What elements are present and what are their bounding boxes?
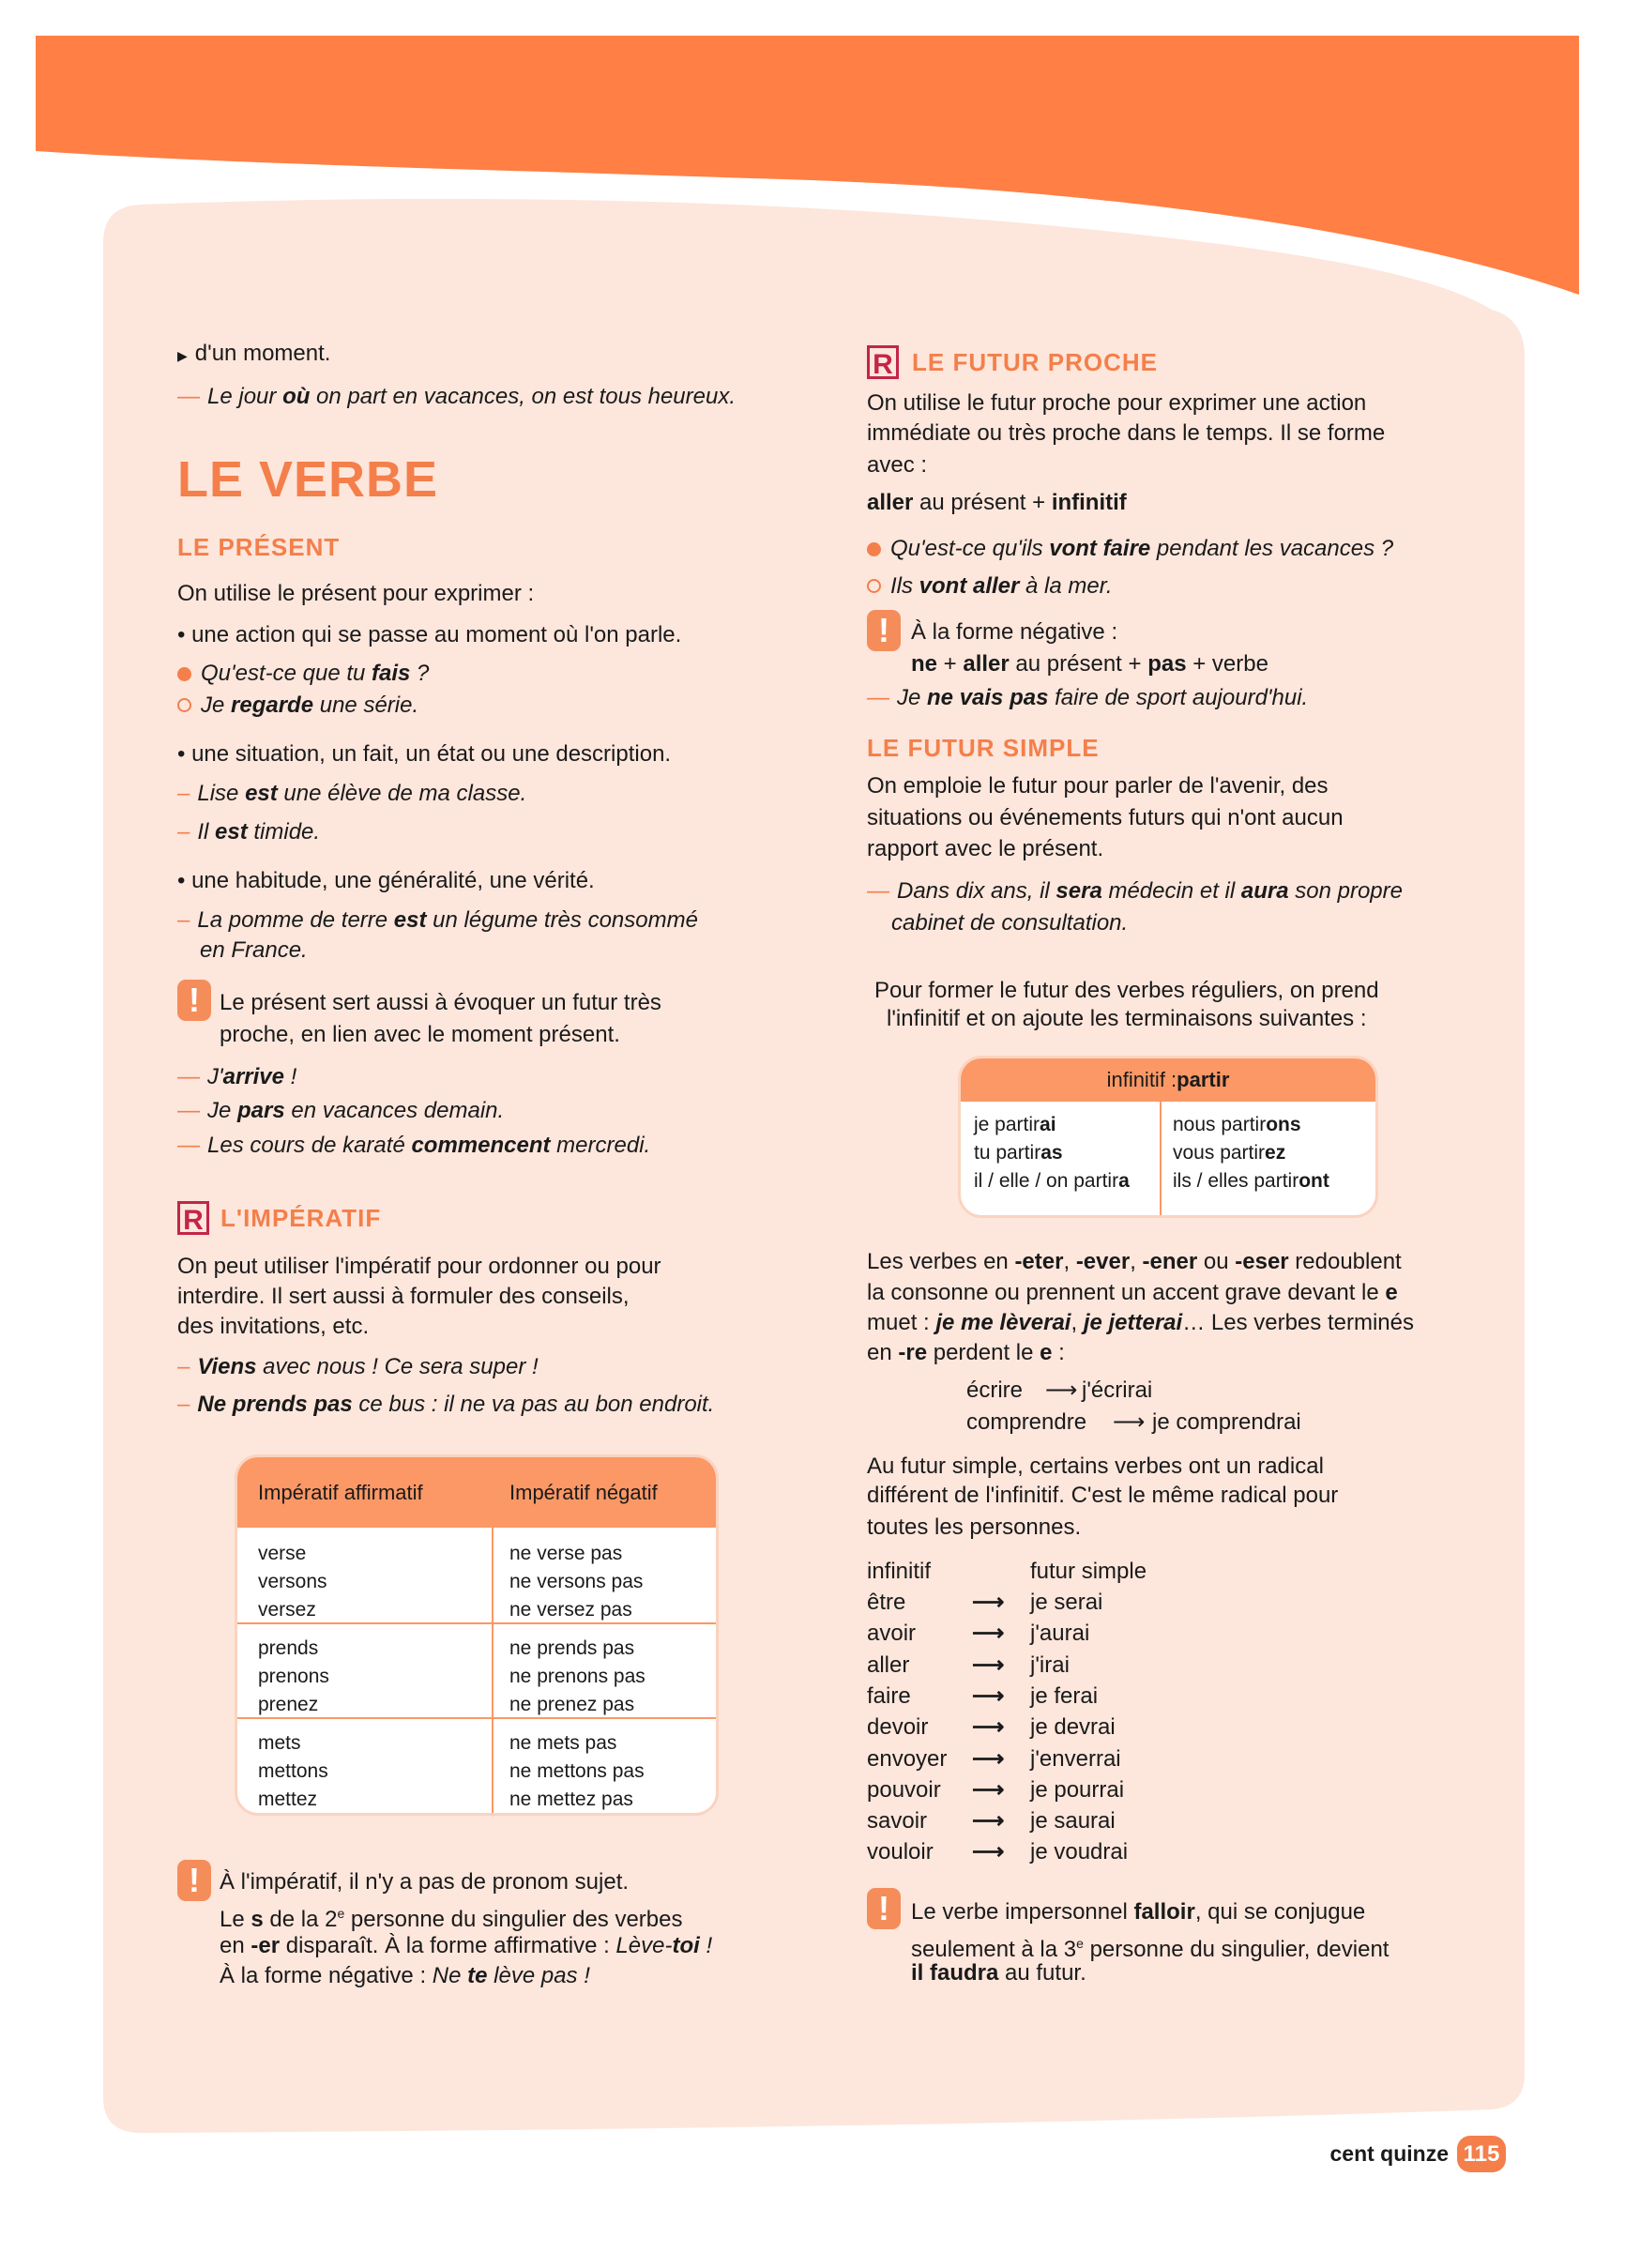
note-text — [220, 1960, 590, 1991]
text-segment: je partir — [974, 1114, 1040, 1135]
emphasis: partir — [1177, 1068, 1230, 1091]
table-cell: prenons — [258, 1666, 329, 1687]
note-text — [911, 1896, 1365, 1927]
arrow-icon: ⟶ — [972, 1776, 1005, 1803]
example-line — [177, 381, 736, 412]
bullet-item — [177, 738, 671, 769]
emphasis: pars — [237, 1098, 285, 1123]
r-reference-icon: R — [177, 1201, 209, 1235]
column-divider — [492, 1457, 494, 1813]
emphasis: Lève- — [615, 1933, 673, 1958]
subsection-heading-futur-simple: LE FUTUR SIMPLE — [867, 734, 1100, 762]
example-line — [177, 1061, 296, 1092]
table-header — [237, 1457, 716, 1528]
text-segment: Les verbes en — [867, 1249, 1015, 1274]
text-segment: muet : — [867, 1310, 936, 1335]
text-segment: • une action qui se passe au moment où l'on parle. — [177, 622, 682, 647]
text-segment: Le verbe impersonnel — [911, 1899, 1134, 1925]
dash-icon: – — [177, 907, 190, 933]
irregular-infinitive: faire — [867, 1682, 911, 1709]
filled-circle-icon — [867, 542, 881, 556]
text-segment: timide. — [247, 819, 321, 845]
conjugation-form — [974, 1139, 1130, 1167]
emphasis: -re — [898, 1340, 928, 1365]
text-segment: en vacances demain. — [284, 1098, 505, 1123]
answer-example — [867, 571, 1113, 601]
text-segment: des invitations, etc. — [177, 1314, 370, 1339]
subsection-heading-futur-proche: LE FUTUR PROCHE — [912, 348, 1158, 376]
conjugation-form — [1173, 1111, 1329, 1139]
text-segment: interdire. Il sert aussi à formuler des conseils, — [177, 1284, 630, 1309]
text-segment: d'un moment. — [194, 341, 331, 366]
text-segment: redoublent — [1288, 1249, 1402, 1274]
text-segment: ou — [1197, 1249, 1236, 1274]
paragraph — [867, 1480, 1338, 1511]
emphasis: regarde — [231, 693, 314, 718]
text-segment: l'infinitif et on ajoute les terminaisons suivantes : — [887, 1006, 1367, 1031]
text-segment: ce bus : il ne va pas au bon endroit. — [352, 1392, 715, 1417]
singular-forms — [974, 1111, 1130, 1195]
text-segment: situations ou événements futurs qui n'ont aucun — [867, 805, 1344, 830]
example-line — [177, 778, 526, 809]
irregular-infinitive: aller — [867, 1652, 910, 1678]
dash-icon: – — [177, 1392, 190, 1417]
irregular-future: je saurai — [1030, 1808, 1116, 1834]
question-example — [867, 533, 1393, 564]
emphasis: ez — [1265, 1142, 1286, 1164]
irregular-future: j'irai — [1030, 1652, 1070, 1678]
table-cell: ne mettez pas — [509, 1789, 633, 1810]
subsection-heading-present: LE PRÉSENT — [177, 533, 341, 561]
example-line — [177, 905, 698, 936]
emphasis: e — [1040, 1340, 1053, 1365]
conjugation-form — [974, 1167, 1130, 1195]
paragraph — [177, 1251, 661, 1282]
arrow-icon: ⟶ — [1045, 1378, 1078, 1403]
conjugation-form — [974, 1111, 1130, 1139]
text-segment: Les cours de karaté — [207, 1133, 412, 1158]
text-segment: une série. — [313, 693, 419, 718]
text-segment: Lise — [197, 781, 246, 806]
emphasis: ne — [911, 651, 938, 677]
text-segment: au présent + — [1009, 651, 1148, 677]
dash-icon: – — [177, 781, 190, 806]
emphasis: Ne — [432, 1963, 468, 1988]
note-text — [220, 1866, 629, 1897]
irregular-infinitive: envoyer — [867, 1745, 948, 1772]
text-segment: rapport avec le présent. — [867, 836, 1104, 861]
page-number-words: cent quinze — [1329, 2141, 1449, 2166]
text-segment: à la mer. — [1019, 573, 1113, 599]
hollow-circle-icon — [867, 579, 881, 593]
irregular-future: je voudrai — [1030, 1839, 1129, 1865]
dash-icon: — — [867, 685, 889, 710]
text-segment: + — [937, 651, 964, 677]
table-cell: prenez — [258, 1694, 319, 1715]
example-future: je comprendrai — [1152, 1409, 1301, 1435]
text-segment: différent de l'infinitif. C'est le même radical pour — [867, 1483, 1339, 1508]
emphasis: Viens — [197, 1354, 257, 1379]
arrow-icon: ⟶ — [972, 1714, 1005, 1741]
paragraph — [867, 1337, 1065, 1368]
emphasis: est — [245, 781, 278, 806]
text-segment: cabinet de consultation. — [891, 910, 1129, 936]
irregular-future: j'enverrai — [1030, 1745, 1121, 1772]
exclamation-icon: ! — [867, 610, 901, 651]
text-segment: ! — [283, 1064, 297, 1089]
continuation-line — [177, 338, 330, 372]
emphasis: s — [251, 1907, 264, 1932]
irregular-infinitive: être — [867, 1590, 906, 1615]
text-segment: • une situation, un fait, un état ou une description. — [177, 741, 672, 767]
column-divider — [1160, 1102, 1162, 1215]
arrow-icon: ⟶ — [1113, 1409, 1146, 1435]
emphasis: -eser — [1235, 1249, 1289, 1274]
text-segment: seulement à la 3 — [911, 1937, 1077, 1962]
answer-example — [177, 690, 418, 721]
dash-icon: — — [177, 1064, 200, 1089]
table-cell: ne mets pas — [509, 1732, 617, 1754]
table-cell: versez — [258, 1599, 316, 1621]
text-segment: au futur. — [998, 1960, 1086, 1986]
paragraph — [867, 449, 927, 480]
hollow-circle-icon — [177, 698, 191, 712]
text-segment: une élève de ma classe. — [277, 781, 527, 806]
text-segment: pendant les vacances ? — [1150, 536, 1394, 561]
example-line — [177, 816, 320, 847]
conjugation-form — [1173, 1167, 1329, 1195]
note-text — [911, 648, 1268, 679]
text-segment: nous partir — [1173, 1114, 1267, 1135]
irregular-future: je ferai — [1030, 1682, 1099, 1709]
text-segment: en — [220, 1933, 251, 1958]
text-segment: infinitif : — [1106, 1068, 1177, 1091]
example-line — [177, 1095, 504, 1126]
text-segment: La pomme de terre — [197, 907, 394, 933]
text-segment: , qui se conjugue — [1194, 1899, 1366, 1925]
example-infinitive: écrire — [966, 1378, 1024, 1403]
example-line — [177, 1351, 539, 1382]
emphasis: arrive — [222, 1064, 284, 1089]
emphasis: as — [1040, 1142, 1063, 1164]
emphasis: vont aller — [919, 573, 1020, 599]
text-segment: personne du singulier des verbes — [344, 1907, 683, 1932]
dash-icon: — — [177, 384, 200, 409]
superscript: e — [337, 1906, 345, 1921]
emphasis: lève pas ! — [487, 1963, 590, 1988]
example-line — [867, 682, 1308, 713]
emphasis: vont faire — [1049, 536, 1151, 561]
text-segment: Il — [197, 819, 216, 845]
text-segment: personne du singulier, devient — [1083, 1937, 1390, 1962]
dash-icon: — — [177, 1133, 200, 1158]
arrow-icon: ⟶ — [972, 1590, 1005, 1615]
exclamation-icon: ! — [177, 1860, 211, 1901]
note-text — [220, 1019, 620, 1050]
dash-icon: — — [177, 1098, 200, 1123]
paragraph — [867, 418, 1385, 449]
text-segment: Le — [220, 1907, 251, 1932]
text-segment: : — [1052, 1340, 1065, 1365]
text-segment: en France. — [200, 937, 308, 963]
text-segment: • une habitude, une généralité, une vérité. — [177, 868, 595, 893]
text-segment: avec nous ! Ce sera super ! — [256, 1354, 539, 1379]
text-segment: + verbe — [1186, 651, 1268, 677]
list-header: futur simple — [1030, 1559, 1147, 1584]
emphasis: je me lèverai — [935, 1310, 1071, 1335]
irregular-infinitive: pouvoir — [867, 1776, 941, 1803]
arrow-icon: ⟶ — [972, 1808, 1005, 1834]
table-cell: ne versez pas — [509, 1599, 632, 1621]
irregular-infinitive: savoir — [867, 1808, 928, 1834]
exclamation-icon: ! — [177, 980, 211, 1021]
emphasis: aller — [963, 651, 1010, 677]
emphasis: où — [282, 384, 311, 409]
text-segment: de la 2 — [263, 1907, 338, 1932]
text-segment: un légume très consommé — [426, 907, 698, 933]
emphasis: -ener — [1142, 1249, 1198, 1274]
table-cell: mettez — [258, 1789, 318, 1810]
table-cell: prends — [258, 1637, 319, 1659]
text-segment: … Les verbes terminés — [1182, 1310, 1414, 1335]
text-segment: il / elle / on partir — [974, 1170, 1119, 1192]
irregular-future: je devrai — [1030, 1714, 1116, 1741]
text-segment: Qu'est-ce qu'ils — [890, 536, 1050, 561]
exclamation-icon: ! — [867, 1888, 901, 1929]
superscript: e — [1076, 1936, 1084, 1951]
text-segment: À l'impératif, il n'y a pas de pronom sujet. — [220, 1869, 630, 1895]
bullet-item — [177, 619, 681, 650]
text-segment: J' — [207, 1064, 223, 1089]
column-header: Impératif négatif — [509, 1480, 658, 1504]
table-cell: mettons — [258, 1760, 328, 1782]
text-segment: Pour former le futur des verbes réguliers, on prend — [874, 978, 1379, 1003]
dash-icon: – — [177, 819, 190, 845]
example-future: j'écrirai — [1082, 1378, 1153, 1403]
text-segment: mercredi. — [550, 1133, 651, 1158]
table-cell: ne prends pas — [509, 1637, 635, 1659]
emphasis: aura — [1240, 878, 1289, 904]
text-segment: ils / elles partir — [1173, 1170, 1299, 1192]
list-header: infinitif — [867, 1559, 932, 1584]
table-cell: ne prenons pas — [509, 1666, 645, 1687]
paragraph — [867, 802, 1344, 833]
emphasis: est — [215, 819, 248, 845]
emphasis: toi — [672, 1933, 700, 1958]
emphasis: pas — [1147, 651, 1187, 677]
paragraph — [867, 1512, 1081, 1543]
filled-circle-icon — [177, 667, 191, 681]
text-segment: Je — [897, 685, 928, 710]
emphasis: ont — [1298, 1170, 1329, 1192]
text-segment: Qu'est-ce que tu — [201, 661, 372, 686]
text-segment: On emploie le futur pour parler de l'avenir, des — [867, 773, 1329, 799]
text-segment: On peut utiliser l'impératif pour ordonner ou pour — [177, 1254, 661, 1279]
paragraph — [874, 975, 1379, 1006]
paragraph — [867, 388, 1366, 419]
emphasis: sera — [1055, 878, 1102, 904]
example-infinitive: comprendre — [966, 1409, 1087, 1435]
emphasis: e — [1385, 1280, 1398, 1305]
emphasis: ne vais pas — [927, 685, 1049, 710]
emphasis: ai — [1040, 1114, 1056, 1135]
example-line-cont — [891, 907, 1128, 938]
arrow-icon: ⟶ — [972, 1652, 1005, 1678]
arrow-icon: ⟶ — [972, 1839, 1005, 1865]
plural-forms — [1173, 1111, 1329, 1195]
paragraph — [867, 1277, 1398, 1308]
paragraph — [887, 1003, 1367, 1034]
section-title: LE VERBE — [177, 451, 439, 508]
column-header: Impératif affirmatif — [258, 1480, 423, 1504]
paragraph — [177, 578, 534, 609]
emphasis: fais — [372, 661, 411, 686]
bullet-item — [177, 865, 595, 896]
irregular-future: je pourrai — [1030, 1776, 1125, 1803]
text-segment: À la forme négative : — [911, 619, 1118, 645]
irregular-future: je serai — [1030, 1590, 1103, 1615]
text-segment: Je — [201, 693, 232, 718]
emphasis: a — [1118, 1170, 1130, 1192]
table-cell: versons — [258, 1571, 327, 1592]
irregular-infinitive: vouloir — [867, 1839, 934, 1865]
emphasis: Ne prends pas — [197, 1392, 353, 1417]
emphasis: il faudra — [911, 1960, 999, 1986]
text-segment: À la forme négative : — [220, 1963, 433, 1988]
text-segment: vous partir — [1173, 1142, 1266, 1164]
text-segment: , — [1130, 1249, 1143, 1274]
paragraph — [867, 770, 1329, 801]
text-segment: en — [867, 1340, 899, 1365]
table-cell: mets — [258, 1732, 301, 1754]
table-cell: ne mettons pas — [509, 1760, 645, 1782]
question-example — [177, 658, 429, 689]
text-segment: tu partir — [974, 1142, 1041, 1164]
example-line — [867, 875, 1403, 906]
text-segment: Le présent sert aussi à évoquer un futur très — [220, 990, 661, 1015]
futur-table — [961, 1058, 1375, 1215]
paragraph — [867, 833, 1103, 864]
emphasis: -ever — [1075, 1249, 1131, 1274]
example-line-cont — [200, 935, 308, 966]
emphasis: -er — [251, 1933, 281, 1958]
text-segment: Ils — [890, 573, 919, 599]
text-segment: perdent le — [927, 1340, 1040, 1365]
paragraph — [867, 1307, 1414, 1338]
emphasis: -eter — [1014, 1249, 1064, 1274]
table-cell: ne prenez pas — [509, 1694, 635, 1715]
text-segment: On utilise le futur proche pour exprimer une action — [867, 390, 1367, 416]
text-segment: Le jour — [207, 384, 283, 409]
text-segment: , — [1071, 1310, 1084, 1335]
text-segment: au présent + — [913, 490, 1052, 515]
text-segment: , — [1063, 1249, 1076, 1274]
table-header — [961, 1058, 1375, 1102]
paragraph — [177, 1281, 630, 1312]
note-text — [220, 987, 661, 1018]
emphasis: aller — [867, 490, 914, 515]
note-text — [220, 1930, 712, 1961]
irregular-infinitive: devoir — [867, 1714, 929, 1741]
dash-icon: — — [867, 878, 889, 904]
r-reference-icon: R — [867, 345, 899, 379]
text-segment: on part en vacances, on est tous heureux. — [310, 384, 737, 409]
table-cell: ne verse pas — [509, 1543, 623, 1564]
text-segment: proche, en lien avec le moment présent. — [220, 1022, 620, 1047]
formula — [867, 487, 1127, 518]
text-segment: médecin et il — [1101, 878, 1241, 904]
text-segment: disparaît. À la forme affirmative : — [280, 1933, 616, 1958]
emphasis: ! — [699, 1933, 713, 1958]
arrow-icon: ⟶ — [972, 1621, 1005, 1647]
subsection-heading-imperatif: L'IMPÉRATIF — [220, 1204, 382, 1232]
imperatif-table — [237, 1457, 716, 1813]
text-segment: la consonne ou prennent un accent grave devant le — [867, 1280, 1386, 1305]
arrow-icon: ⟶ — [972, 1682, 1005, 1709]
emphasis: falloir — [1133, 1899, 1195, 1925]
note-text — [911, 616, 1117, 647]
emphasis: est — [393, 907, 427, 933]
triangle-bullet-icon: ▶ — [177, 348, 188, 363]
text-segment: faire de sport aujourd'hui. — [1048, 685, 1309, 710]
example-line — [177, 1130, 650, 1161]
irregular-future: j'aurai — [1030, 1621, 1090, 1647]
text-segment: toutes les personnes. — [867, 1515, 1082, 1540]
page-number-badge: 115 — [1457, 2136, 1506, 2172]
irregular-infinitive: avoir — [867, 1621, 917, 1647]
emphasis: infinitif — [1051, 490, 1127, 515]
text-segment: Au futur simple, certains verbes ont un radical — [867, 1454, 1324, 1479]
text-segment: immédiate ou très proche dans le temps. Il se forme — [867, 420, 1386, 446]
text-segment: Je — [207, 1098, 238, 1123]
text-segment: avec : — [867, 452, 928, 478]
text-segment: ? — [410, 661, 430, 686]
paragraph — [867, 1246, 1402, 1277]
table-cell: ne versons pas — [509, 1571, 644, 1592]
text-segment: On utilise le présent pour exprimer : — [177, 581, 535, 606]
note-text — [911, 1957, 1086, 1988]
paragraph — [177, 1311, 369, 1342]
emphasis: commencent — [411, 1133, 551, 1158]
text-segment: son propre — [1288, 878, 1403, 904]
arrow-icon: ⟶ — [972, 1745, 1005, 1772]
emphasis: je jetterai — [1083, 1310, 1183, 1335]
dash-icon: – — [177, 1354, 190, 1379]
example-line — [177, 1389, 714, 1420]
conjugation-form — [1173, 1139, 1329, 1167]
table-cell: verse — [258, 1543, 307, 1564]
emphasis: ons — [1266, 1114, 1301, 1135]
text-segment: Dans dix ans, il — [897, 878, 1056, 904]
paragraph — [867, 1451, 1324, 1482]
emphasis: te — [467, 1963, 488, 1988]
